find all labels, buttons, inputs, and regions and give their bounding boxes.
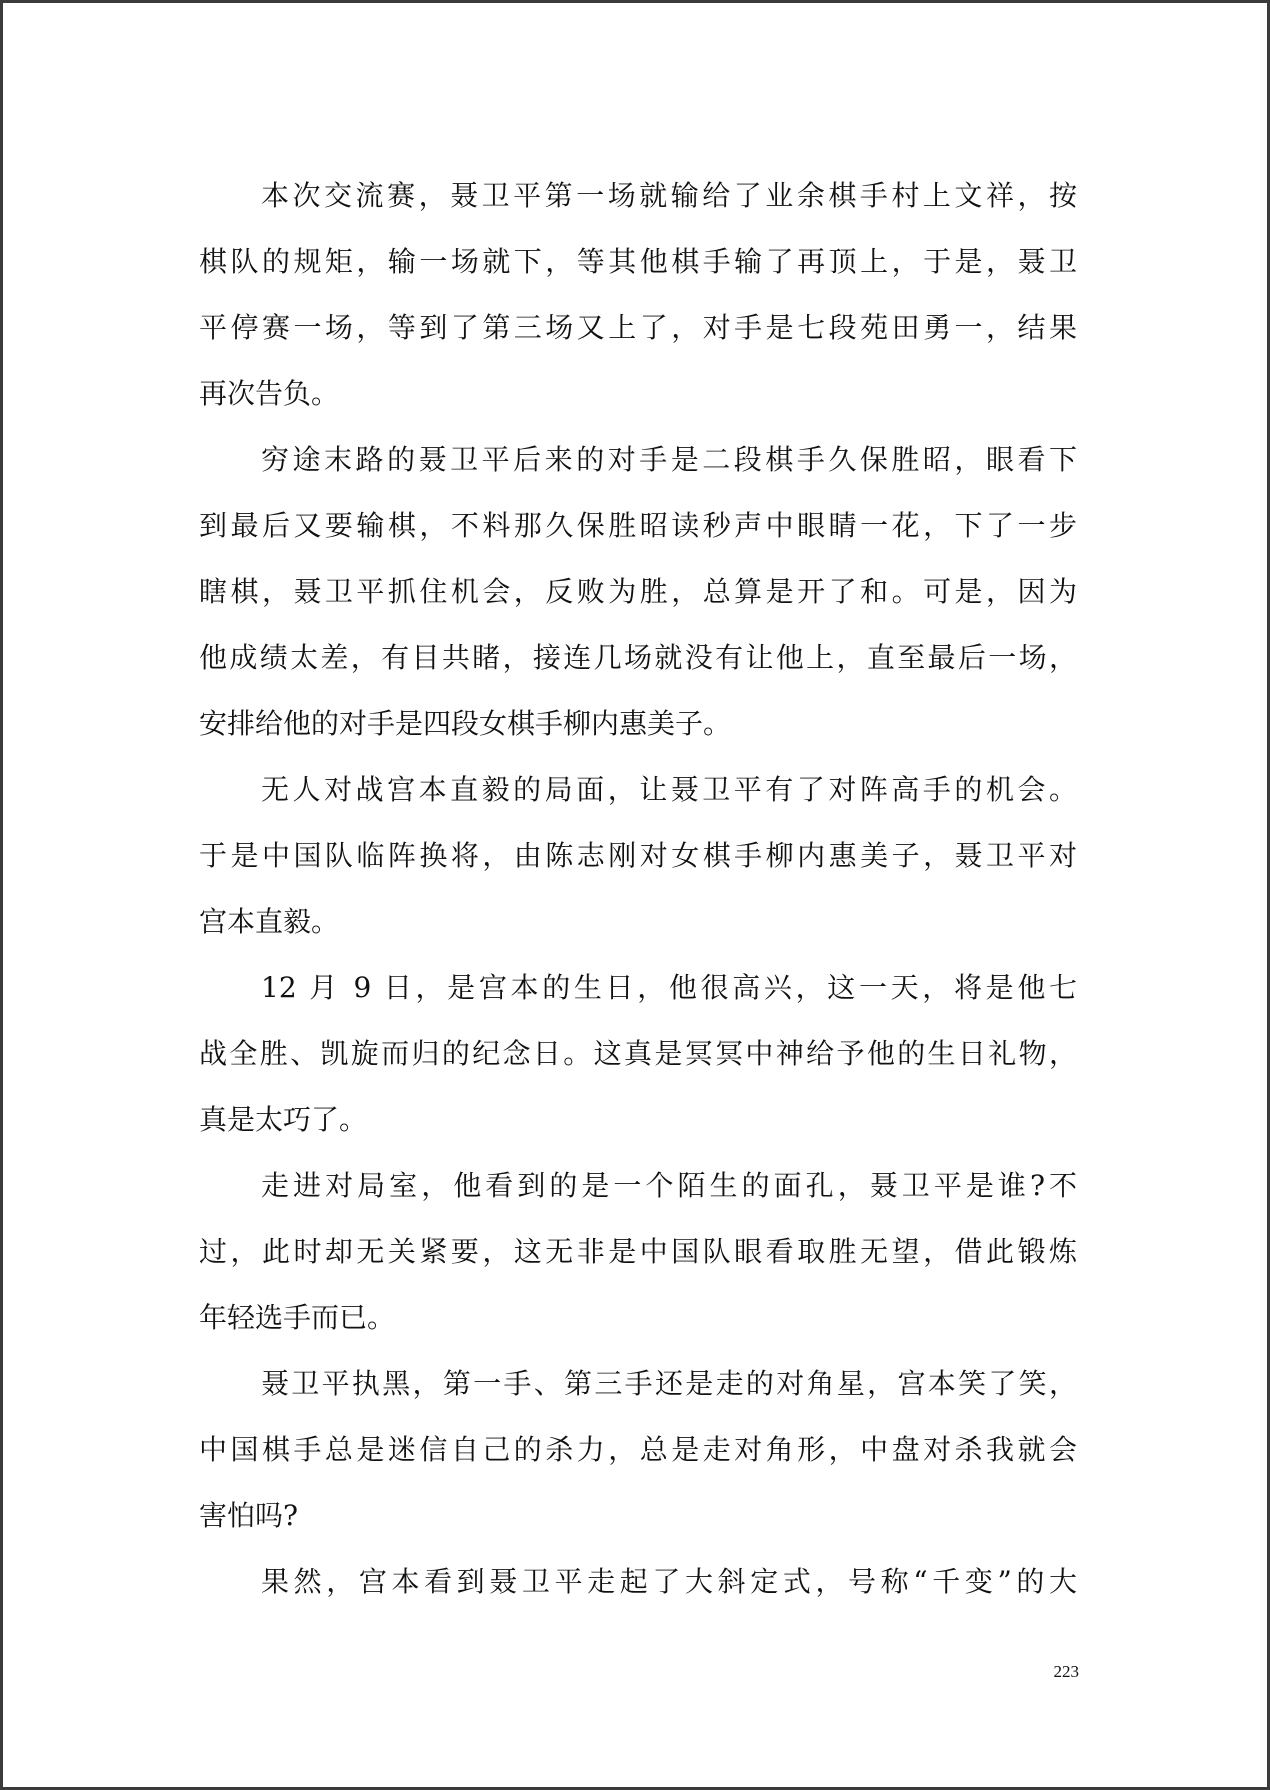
paragraph <box>199 1549 1077 1615</box>
paragraph <box>199 163 1077 427</box>
text-line: 再次告负。 <box>199 377 340 410</box>
text-line: 过，此时却无关紧要，这无非是中国队眼看取胜无望，借此锻炼 <box>199 1235 1077 1268</box>
text-line: 平停赛一场，等到了第三场又上了，对手是七段苑田勇一，结果 <box>199 311 1077 344</box>
text-line: 战全胜、凯旋而归的纪念日。这真是冥冥中神给予他的生日礼物， <box>199 1037 1077 1070</box>
body-text <box>199 163 1077 1615</box>
text-line: 年轻选手而已。 <box>199 1301 396 1334</box>
paragraph <box>199 1153 1077 1351</box>
text-line: 到最后又要输棋，不料那久保胜昭读秒声中眼睛一花，下了一步 <box>199 509 1077 542</box>
paragraph <box>199 757 1077 955</box>
text-line: 瞎棋，聂卫平抓住机会，反败为胜，总算是开了和。可是，因为 <box>199 575 1077 608</box>
text-line: 聂卫平执黑，第一手、第三手还是走的对角星，宫本笑了笑， <box>261 1367 1077 1400</box>
paragraph <box>199 1351 1077 1549</box>
text-line: 本次交流赛，聂卫平第一场就输给了业余棋手村上文祥，按 <box>261 179 1077 212</box>
paragraph <box>199 427 1077 757</box>
text-line: 棋队的规矩，输一场就下，等其他棋手输了再顶上，于是，聂卫 <box>199 245 1077 278</box>
text-line: 安排给他的对手是四段女棋手柳内惠美子。 <box>199 707 732 740</box>
text-line: 他成绩太差，有目共睹，接连几场就没有让他上，直至最后一场， <box>199 641 1077 674</box>
text-line: 穷途末路的聂卫平后来的对手是二段棋手久保胜昭，眼看下 <box>261 443 1077 476</box>
text-line: 无人对战宫本直毅的局面，让聂卫平有了对阵高手的机会。 <box>261 773 1077 806</box>
text-line: 于是中国队临阵换将，由陈志刚对女棋手柳内惠美子，聂卫平对 <box>199 839 1077 872</box>
text-line: 宫本直毅。 <box>199 905 340 938</box>
text-line: 12 月 9 日，是宫本的生日，他很高兴，这一天，将是他七 <box>261 971 1077 1004</box>
text-line: 真是太巧了。 <box>199 1103 368 1136</box>
text-line: 果然，宫本看到聂卫平走起了大斜定式，号称“千变”的大 <box>261 1565 1077 1598</box>
text-line: 害怕吗? <box>199 1499 299 1532</box>
page-number: 223 <box>1053 1662 1079 1681</box>
text-line: 走进对局室，他看到的是一个陌生的面孔，聂卫平是谁?不 <box>261 1169 1077 1202</box>
text-line: 中国棋手总是迷信自己的杀力，总是走对角形，中盘对杀我就会 <box>199 1433 1077 1466</box>
paragraph <box>199 955 1077 1153</box>
